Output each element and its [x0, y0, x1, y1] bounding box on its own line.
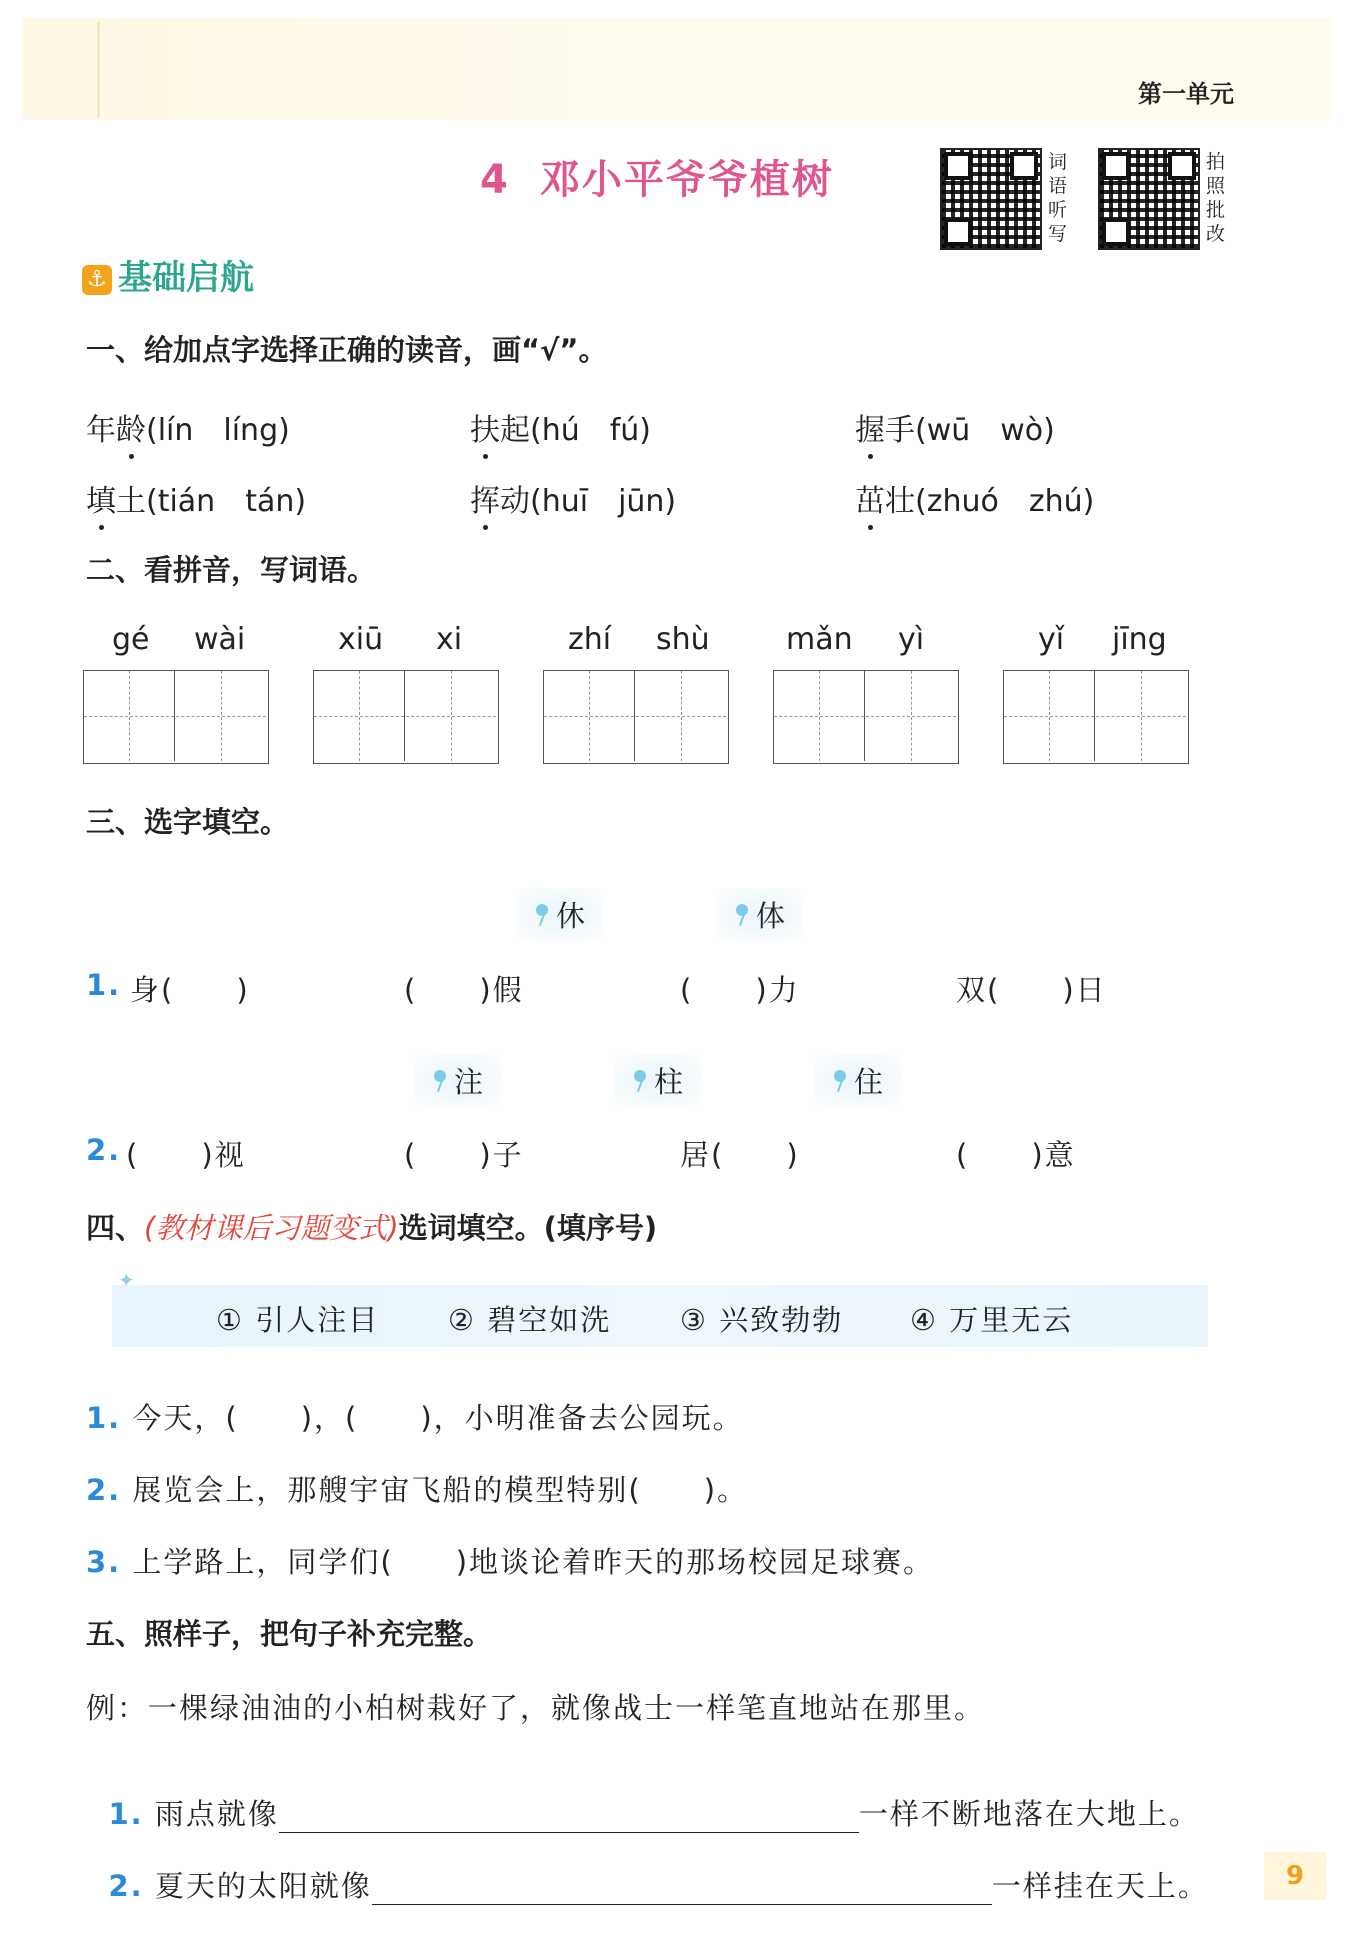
dotted-char: 握 — [855, 405, 885, 449]
writing-grid[interactable] — [543, 670, 729, 764]
q3-number: 1. — [86, 968, 122, 1002]
section-label: 基础启航 — [118, 258, 254, 298]
pinyin-label: gé — [112, 622, 150, 657]
dotted-char: 填 — [86, 476, 116, 520]
pin-icon — [632, 1070, 646, 1092]
word-option: ④ 万里无云 — [910, 1303, 1074, 1337]
word-option: ② 碧空如洗 — [448, 1303, 612, 1337]
q4-item[interactable]: 2. 展览会上，那艘宇宙飞船的模型特别( )。 — [86, 1473, 749, 1507]
char-chip: 柱 — [614, 1054, 701, 1107]
pinyin-label: xiū — [338, 622, 384, 657]
q1-item: 茁壮(zhuó zhú) — [855, 476, 1094, 520]
q3-blank-item[interactable]: ( )意 — [956, 1138, 1076, 1172]
dotted-char: 龄 — [116, 405, 146, 449]
pinyin-label: yì — [898, 622, 925, 657]
sparkle-icon: ✦ — [118, 1268, 135, 1292]
writing-grid[interactable] — [83, 670, 269, 764]
char-chip: 住 — [814, 1054, 901, 1107]
page-number: 9 — [1264, 1852, 1326, 1900]
q4-item[interactable]: 3. 上学路上，同学们( )地谈论着昨天的那场校园足球赛。 — [86, 1545, 935, 1579]
q1-item: 挥动(huī jūn) — [470, 476, 676, 520]
pinyin-label: xi — [436, 622, 463, 657]
pin-icon — [534, 904, 548, 926]
q3-blank-item[interactable]: ( )子 — [404, 1138, 524, 1172]
writing-grid[interactable] — [313, 670, 499, 764]
answer-line[interactable] — [279, 1798, 859, 1833]
q1-heading: 一、给加点字选择正确的读音，画“√”。 — [86, 333, 608, 367]
q1-item: 年龄(lín líng) — [86, 405, 290, 449]
q3-number: 2. — [86, 1133, 122, 1167]
qr-code-photo-grading[interactable] — [1098, 148, 1200, 250]
q4-source-note: (教材课后习题变式) — [144, 1211, 399, 1245]
pinyin-label: yǐ — [1038, 622, 1065, 657]
q3-blank-item[interactable]: ( )假 — [404, 973, 524, 1007]
q2-heading: 二、看拼音，写词语。 — [86, 553, 377, 587]
q3-blank-item[interactable]: ( )力 — [680, 973, 800, 1007]
q3-blank-item[interactable]: 身( ) — [130, 973, 250, 1007]
lesson-number: 4 — [480, 157, 510, 203]
writing-grid[interactable] — [773, 670, 959, 764]
pin-icon — [832, 1070, 846, 1092]
q5-example: 例：一棵绿油油的小柏树栽好了，就像战士一样笔直地站在那里。 — [86, 1691, 986, 1725]
section-tag — [82, 250, 254, 299]
pin-icon — [432, 1070, 446, 1092]
lesson-title — [480, 148, 834, 205]
header-band — [22, 18, 1332, 120]
qr-code-dictation[interactable] — [940, 148, 1042, 250]
pinyin-label: wài — [194, 622, 246, 657]
q1-item: 扶起(hú fú) — [470, 405, 651, 449]
q1-item: 填土(tián tán) — [86, 476, 306, 520]
q4-item[interactable]: 1. 今天，( )，( )，小明准备去公园玩。 — [86, 1401, 744, 1435]
anchor-icon: ⚓ — [82, 265, 112, 295]
pin-icon — [734, 904, 748, 926]
unit-label: 第一单元 — [1138, 80, 1234, 108]
qr-label-dictation: 词 语 听 写 — [1048, 151, 1068, 245]
char-chip: 休 — [516, 888, 603, 941]
q5-heading: 五、照样子，把句子补充完整。 — [86, 1617, 493, 1651]
dotted-char: 挥 — [470, 476, 500, 520]
lesson-title-text: 邓小平爷爷植树 — [539, 157, 834, 203]
char-chip: 注 — [414, 1054, 501, 1107]
dotted-char: 茁 — [855, 476, 885, 520]
header-divider — [97, 22, 100, 118]
q3-heading: 三、选字填空。 — [86, 805, 290, 839]
answer-line[interactable] — [372, 1870, 992, 1905]
char-chip: 体 — [716, 888, 803, 941]
q3-blank-item[interactable]: ( )视 — [126, 1138, 246, 1172]
q3-blank-item[interactable]: 双( )日 — [956, 973, 1107, 1007]
pinyin-label: mǎn — [786, 622, 853, 657]
pinyin-label: shù — [656, 622, 710, 657]
q5-item: 2. 夏天的太阳就像 一样挂在天上。 — [108, 1869, 1209, 1903]
qr-label-photo-grading: 拍 照 批 改 — [1206, 151, 1226, 245]
dotted-char: 扶 — [470, 405, 500, 449]
writing-grid[interactable] — [1003, 670, 1189, 764]
pinyin-label: jīng — [1112, 622, 1167, 657]
q4-heading: 四、(教材课后习题变式)选词填空。(填序号) — [86, 1211, 658, 1245]
pinyin-label: zhí — [568, 622, 612, 657]
word-option: ③ 兴致勃勃 — [680, 1303, 844, 1337]
q1-item: 握手(wū wò) — [855, 405, 1055, 449]
q5-item: 1. 雨点就像 一样不断地落在大地上。 — [108, 1797, 1200, 1831]
word-option: ① 引人注目 — [216, 1303, 380, 1337]
q3-blank-item[interactable]: 居( ) — [680, 1138, 800, 1172]
